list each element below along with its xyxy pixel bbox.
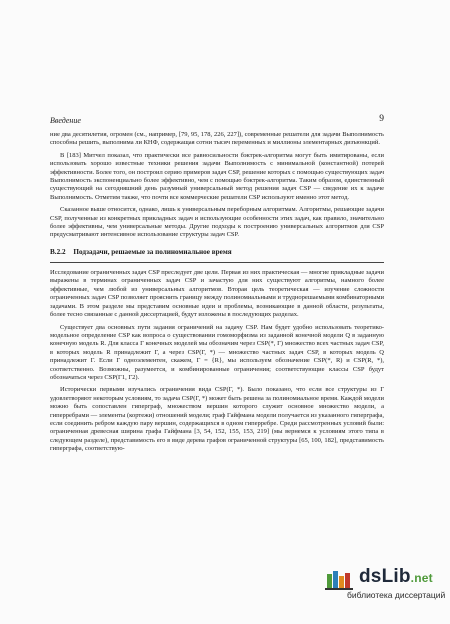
running-header xyxy=(50,116,384,128)
running-title: Введение xyxy=(50,116,81,125)
logo-tagline: библиотека диссертаций xyxy=(347,590,446,600)
paragraph: В [183] Митчел показал, что практически все равносильности бэктрек-алгоритма могут быть имитированы, если использовать хорошо известные техники решения задачи Выполнимость с минимальной (константной) потерей эффективности. Более того, он построил серию примеров задач CSP, решение которых с помощью существующих задач Выполнимость экспоненциально более эффективно, чем с помощью бэктрек-алгоритма. Таким образом, единственный существующий на сегодняшний день разумный универсальный метод решения задач CSP — сведение их к задаче Выполнимость. Отметим также, что почти все коммерческие решатели CSP используют именно этот метод. xyxy=(50,151,384,201)
body-text xyxy=(50,131,384,458)
logo-brand: dsLib.net xyxy=(359,566,433,587)
section-title: Подзадачи, решаемые за полиномиальное время xyxy=(73,247,232,256)
paragraph: Сказанное выше относится, однако, лишь к универсальным переборным алгоритмам. Алгоритмы, решающие задачи CSP, полученные из конкретных прикладных задач и использующие особенности этих задач, как правило, значительно более эффективны, чем универсальные методы. Другие подходы к построению универсальных алгоритмов для CSP предусматривают интенсивное использование структуры задач CSP. xyxy=(50,206,384,239)
paragraph: Существует два основных пути задания ограничений на задачу CSP. Нам будет удобно использовать теоретико-модельное определение CSP как вопроса о существовании гомоморфизма из заданной конечной модели Q в заданную конечную модель R. Для класса Г конечных моделей мы обозначим через CSP(*, Г) множество всех частных задач CSP, в которых модель R принадлежит Г, а через CSP(Г, *) — множество частных задач CSP, в которых модель Q принадлежит Г. Если Г одноэлементен, скажем, Г = {R}, мы используем обозначение CSP(*, R) и CSP(R, *), соответственно. Возможны, разумеется, и комбинированные ограничения; соответствующие классы CSP будут обозначаться через CSP(Г1, Г2). xyxy=(50,323,384,381)
paragraph: Исследование ограниченных задач CSP преследует две цели. Первая из них практическая — многие прикладные задачи выражены в терминах ограниченных задач CSP и зачастую для них существуют алгоритмы, намного более эффективные, чем любой из универсальных алгоритмов. Вторая цель теоретическая — изучение сложности ограниченных задач CSP позволяет прояснить границу между полиномиальными и труднорешаемыми комбинаторными задачами. В этом разделе мы представим основные идеи и проблемы, возникающие в данной области, результаты, более тесно связанные с данной диссертацией, будут изложены в последующих разделах. xyxy=(50,269,384,319)
section-rule xyxy=(50,262,384,263)
section-heading xyxy=(50,248,384,256)
section-number: B.2.2 xyxy=(50,247,66,256)
paragraph: ние два десятилетия, огромен (см., например, [79, 95, 178, 226, 227]), современные решатели для задачи Выполнимость способны решить, выполнима ли КНФ, содержащая сотни тысяч переменных и миллионы элементарных дизъюнкций. xyxy=(50,131,384,147)
page-number: 9 xyxy=(379,114,384,124)
books-icon xyxy=(325,568,357,590)
dslib-watermark-logo xyxy=(325,566,445,616)
paragraph: Исторически первыми изучались ограничения вида CSP(Г, *). Было показано, что если все структуры из Г удовлетворяют некоторым условиям, то задача CSP(Г, *) может быть решена за полиномиальное время. Каждой модели можно быть сопоставлен гиперграф, множеством вершин которого служит основное множество модели, а гиперребрами — элементы (кортежи) отношений модели; граф Гайфмана модели получается из указанного гиперграфа, если соединить ребром каждую пару вершин, содержащихся в одном гиперребре. Среди рассмотренных условий были: ограниченная древесная ширина графа Гайфмана [3, 54, 152, 155, 153, 219] (мы вернемся к условиям этого типа в следующем разделе), представимость его в виде дерева графов ограниченной структуры [65, 100, 182], представимость гиперграфа, соответствую- xyxy=(50,386,384,453)
